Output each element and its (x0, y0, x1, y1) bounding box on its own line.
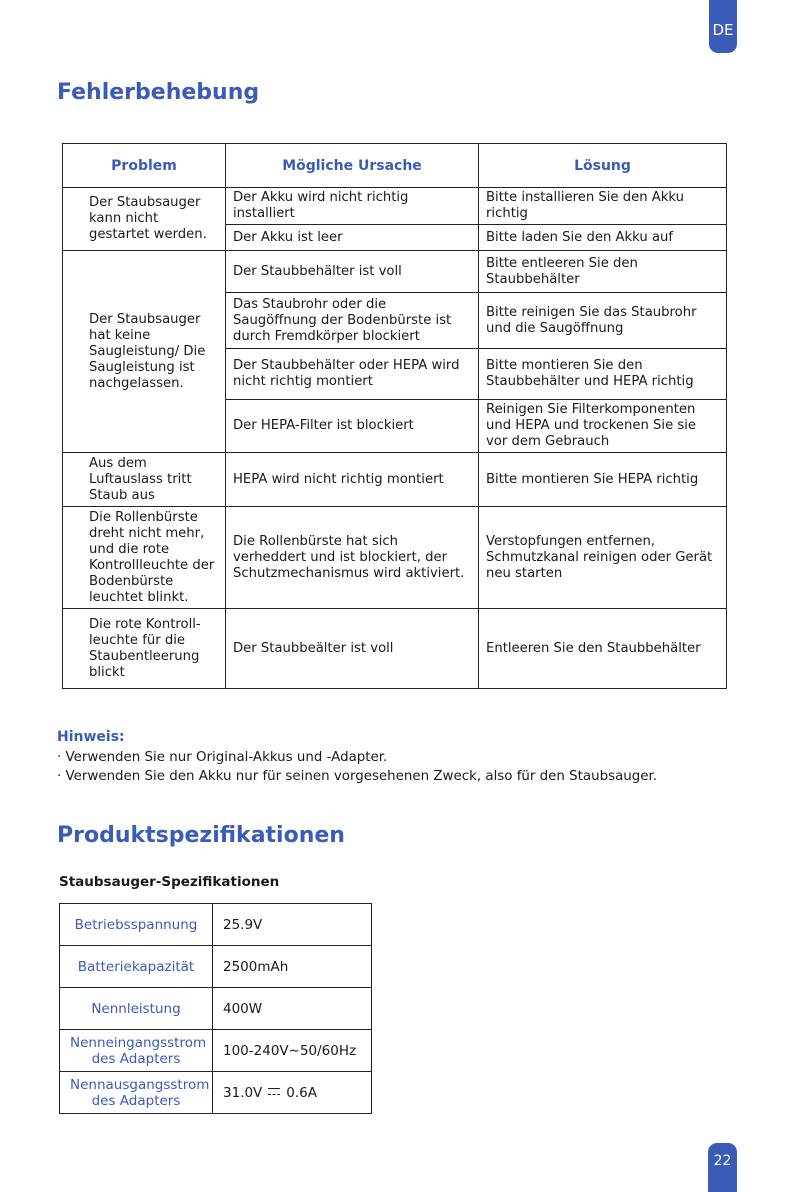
page-number: 22 (708, 1143, 737, 1192)
problem-cell: Die rote Kontroll-leuchte für die Staubentleerung blickt (63, 609, 226, 689)
hinweis-item: · Verwenden Sie den Akku nur für seinen vorgesehenen Zweck, also für den Staubsauger. (57, 769, 658, 784)
spec-value: 100-240V∼50/60Hz (213, 1030, 372, 1072)
spec-value (213, 1072, 372, 1114)
spec-value: 2500mAh (213, 946, 372, 988)
table-row (63, 609, 727, 689)
spec-label: Nennleistung (60, 988, 213, 1030)
table-header-row (63, 144, 727, 188)
spec-label: Nenneingangsstrom des Adapters (60, 1030, 213, 1072)
problem-cell: Der Staubsauger hat keine Saugleistung/ Die Saugleistung ist nachgelassen. (63, 251, 226, 453)
solution-cell: Entleeren Sie den Staubbehälter (479, 609, 727, 689)
problem-cell: Aus dem Luftauslass tritt Staub aus (63, 453, 226, 507)
solution-cell: Reinigen Sie Filterkomponenten und HEPA und trockenen Sie sie vor dem Gebrauch (479, 400, 727, 453)
spec-label: Batteriekapazität (60, 946, 213, 988)
solution-cell: Bitte montieren Sie den Staubbehälter und HEPA richtig (479, 349, 727, 400)
section-title-specs: Produktspezifikationen (57, 823, 345, 848)
cause-cell: HEPA wird nicht richtig montiert (226, 453, 479, 507)
cause-cell: Der Staubbehälter oder HEPA wird nicht richtig montiert (226, 349, 479, 400)
specs-subtitle: Staubsauger-Spezifikationen (59, 874, 280, 890)
spec-label: Nennausgangsstrom des Adapters (60, 1072, 213, 1114)
table-row (63, 188, 727, 225)
solution-cell: Bitte laden Sie den Akku auf (479, 225, 727, 251)
spec-row (60, 904, 372, 946)
cause-cell: Das Staubrohr oder die Saugöffnung der Bodenbürste ist durch Fremdkörper blockiert (226, 293, 479, 349)
table-row (63, 507, 727, 609)
spec-value: 400W (213, 988, 372, 1030)
spec-value-current: 0.6A (286, 1084, 318, 1101)
solution-cell: Bitte montieren Sie HEPA richtig (479, 453, 727, 507)
hinweis-title: Hinweis: (57, 729, 125, 745)
cause-cell: Der HEPA-Filter ist blockiert (226, 400, 479, 453)
spec-label: Betriebsspannung (60, 904, 213, 946)
solution-cell: Verstopfungen entfernen, Schmutzkanal reinigen oder Gerät neu starten (479, 507, 727, 609)
spec-row (60, 946, 372, 988)
cause-cell: Der Staubbehälter ist voll (226, 251, 479, 293)
table-row (63, 251, 727, 293)
cause-cell: Der Akku wird nicht richtig installiert (226, 188, 479, 225)
table-row (63, 453, 727, 507)
header-cause: Mögliche Ursache (226, 144, 479, 188)
header-problem: Problem (63, 144, 226, 188)
spec-value: 25.9V (213, 904, 372, 946)
cause-cell: Die Rollenbürste hat sich verheddert und ist blockiert, der Schutzmechanismus wird aktiviert. (226, 507, 479, 609)
spec-row (60, 988, 372, 1030)
solution-cell: Bitte reinigen Sie das Staubrohr und die Saugöffnung (479, 293, 727, 349)
troubleshooting-table (62, 143, 727, 689)
section-title-troubleshooting: Fehlerbehebung (57, 80, 260, 105)
cause-cell: Der Akku ist leer (226, 225, 479, 251)
solution-cell: Bitte installieren Sie den Akku richtig (479, 188, 727, 225)
solution-cell: Bitte entleeren Sie den Staubbehälter (479, 251, 727, 293)
problem-cell: Der Staubsauger kann nicht gestartet werden. (63, 188, 226, 251)
spec-row (60, 1072, 372, 1114)
dc-symbol-icon (268, 1088, 280, 1095)
specs-table (59, 903, 372, 1114)
spec-row (60, 1030, 372, 1072)
language-tab: DE (709, 0, 737, 53)
cause-cell: Der Staubbeälter ist voll (226, 609, 479, 689)
hinweis-item: · Verwenden Sie nur Original-Akkus und -Adapter. (57, 750, 388, 765)
spec-value-voltage: 31.0V (223, 1084, 263, 1101)
header-solution: Lösung (479, 144, 727, 188)
problem-cell: Die Rollenbürste dreht nicht mehr, und die rote Kontrollleuchte der Bodenbürste leuchtet blinkt. (63, 507, 226, 609)
